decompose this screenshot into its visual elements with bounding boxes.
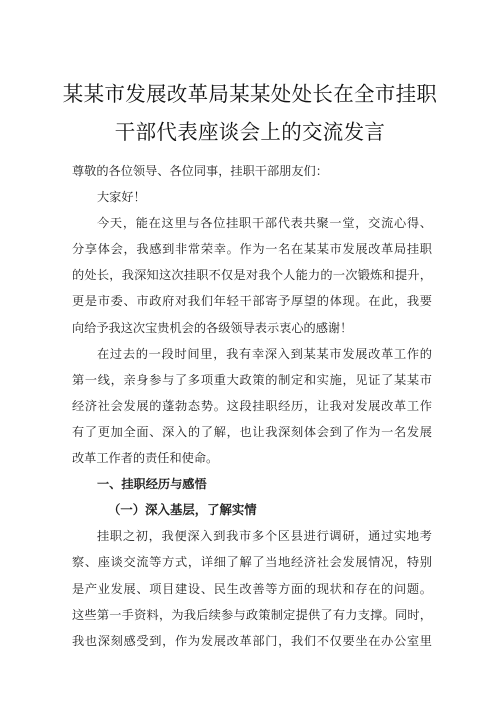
- paragraph-line: 这些第一手资料，为我后续参与政策制定提供了有力支撑。同时，: [72, 607, 432, 622]
- paragraph-line: 向给予我这次宝贵机会的各级领导表示衷心的感谢！: [72, 320, 353, 335]
- paragraph-line: 在过去的一段时间里，我有幸深入到某某市发展改革工作的: [97, 346, 432, 361]
- document-body: [72, 158, 432, 654]
- paragraph-line: 分享体会，我感到非常荣幸。作为一名在某某市发展改革局挂职: [72, 242, 432, 257]
- paragraph-line: 挂职之初，我便深入到我市多个区县进行调研，通过实地考: [97, 529, 432, 544]
- paragraph-line: 经济社会发展的蓬勃态势。这段挂职经历，让我对发展改革工作: [72, 398, 432, 413]
- salutation: 尊敬的各位领导、各位同事，挂职干部朋友们：: [72, 164, 328, 178]
- document-title-line-1: 某某市发展改革局某某处处长在全市挂职: [62, 82, 438, 106]
- paragraph-line: 察、座谈交流等方式，详细了解了当地经济社会发展情况，特别: [72, 555, 432, 570]
- document-title-line-2: 干部代表座谈会上的交流发言: [114, 120, 386, 144]
- paragraph-line: 今天，能在这里与各位挂职干部代表共聚一堂，交流心得、: [97, 216, 432, 231]
- paragraph-line: 更是市委、市政府对我们年轻干部寄予厚望的体现。在此，我要: [72, 294, 432, 309]
- paragraph-line: 的处长，我深知这次挂职不仅是对我个人能力的一次锻炼和提升，: [72, 268, 432, 283]
- section-heading: 一、挂职经历与感悟: [97, 477, 207, 492]
- paragraph-line: 是产业发展、项目建设、民生改善等方面的现状和存在的问题。: [72, 581, 432, 596]
- paragraph-line: 有了更加全面、深入的了解，也让我深刻体会到了作为一名发展: [72, 424, 432, 439]
- paragraph-line: 第一线，亲身参与了多项重大政策的制定和实施，见证了某某市: [72, 372, 432, 387]
- paragraph-line: 我也深刻感受到，作为发展改革部门，我们不仅要坐在办公室里: [72, 633, 432, 648]
- greeting: 大家好！: [97, 190, 146, 205]
- paragraph-line: 改革工作者的责任和使命。: [72, 451, 219, 466]
- subsection-heading: （一）深入基层，了解实情: [108, 502, 257, 518]
